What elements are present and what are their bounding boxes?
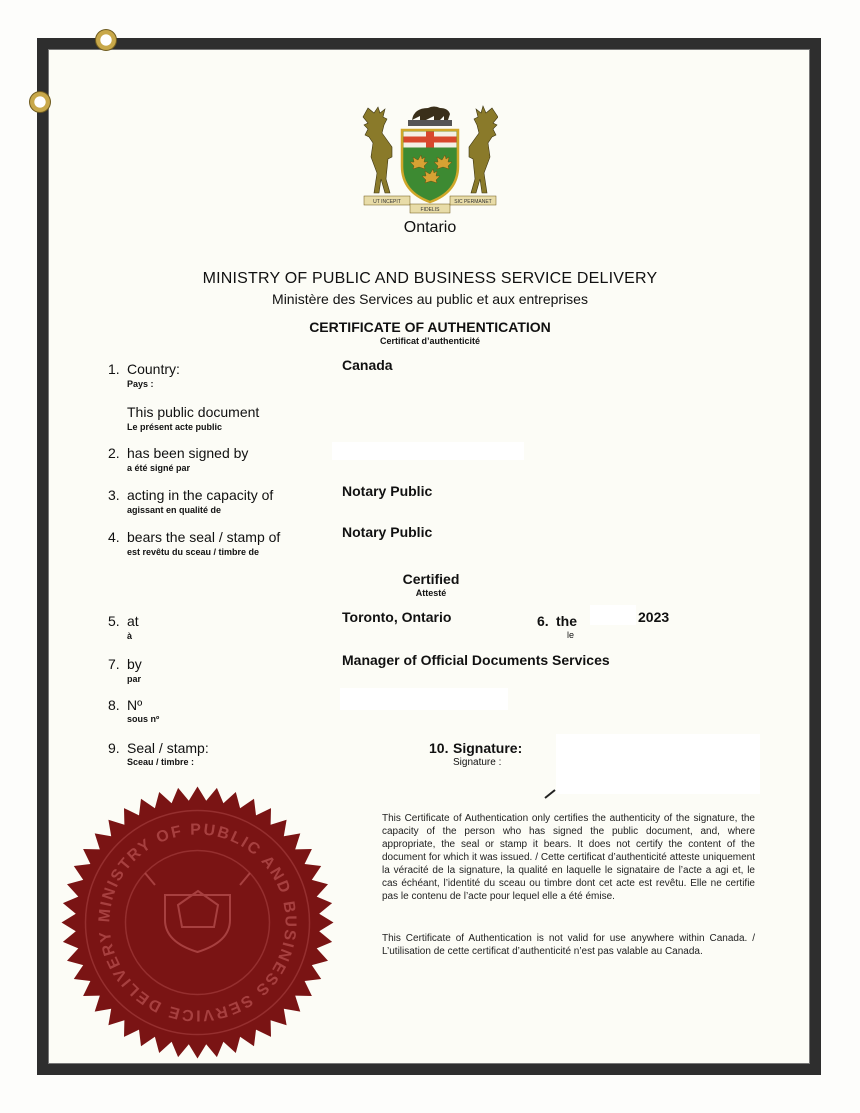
grommet-left (29, 91, 51, 113)
country-label: Country: (127, 361, 180, 377)
certified-heading-fr: Attesté (415, 588, 447, 598)
notice-paragraph-validity: This Certificate of Authentication is not valid for use anywhere within Canada. / L’utilisation de cette certificat d’authenticité n’est pas valable au Canada. (382, 933, 755, 957)
field-number: 1. (108, 361, 120, 377)
certified-heading: Certified (402, 571, 460, 587)
number-label-fr: sous nº (127, 714, 160, 724)
seal-of-label: bears the seal / stamp of (127, 529, 281, 545)
at-label-fr: à (127, 631, 133, 641)
seal-stamp-label: Seal / stamp: (127, 740, 209, 756)
date-label-fr: le (567, 630, 575, 640)
capacity-value: Notary Public (342, 483, 433, 499)
bear-crest (408, 107, 452, 127)
ontario-coat-of-arms (362, 102, 498, 217)
seal-of-label-fr: est revêtu du sceau / timbre de (127, 547, 260, 557)
field-number: 7. (108, 656, 120, 672)
deer-supporter-right (469, 106, 498, 193)
signed-by-label: has been signed by (127, 445, 249, 461)
ministry-name-en: MINISTRY OF PUBLIC AND BUSINESS SERVICE DELIVERY (202, 270, 658, 287)
capacity-label-fr: agissant en qualité de (127, 505, 222, 515)
signature-label-fr: Signature : (453, 757, 502, 768)
at-label: at (127, 613, 139, 629)
redacted-signer-name (332, 442, 524, 460)
field-number: 5. (108, 613, 120, 629)
date-year: 2023 (638, 609, 670, 625)
signature-label: Signature: (453, 740, 523, 756)
field-number: 10. (429, 740, 449, 756)
field-number: 3. (108, 487, 120, 503)
country-value: Canada (342, 357, 393, 373)
seal-stamp-label-fr: Sceau / timbre : (127, 757, 195, 767)
public-document-label: This public document (127, 404, 260, 420)
field-number: 6. (537, 613, 549, 629)
svg-text:FIDELIS: FIDELIS (420, 207, 440, 213)
certificate-title-fr: Certificat d’authenticité (379, 336, 480, 346)
embossed-seal (60, 785, 335, 1060)
crest-label: Ontario (403, 219, 457, 236)
grommet-top (95, 29, 117, 51)
number-label: Nº (127, 697, 143, 713)
moose-supporter-left (363, 107, 392, 193)
redacted-date (590, 605, 636, 625)
signature-stroke (543, 788, 557, 800)
country-label-fr: Pays : (127, 379, 154, 389)
date-label: the (556, 613, 577, 629)
notice-paragraph: This Certificate of Authentication only certifies the authenticity of the signature, the capacity of the person who has signed the public document, and, where appropriate, the seal or stamp it bears. It does not certify the content of the document for which it was issued. / Cette certificat d’authenticité atteste uniquement la véracité de la signature, la qualité en laquelle le signataire de l’acte a agi et, le cas échéant, l’identité du sceau ou timbre dont cet acte est revêtu. Elle ne certifie pas le contenu de l’acte pour lequel elle a été émise. (382, 813, 755, 902)
by-label-fr: par (127, 674, 142, 684)
by-value: Manager of Official Documents Services (342, 652, 610, 668)
public-document-label-fr: Le présent acte public (127, 422, 223, 432)
ministry-name-fr: Ministère des Services au public et aux entreprises (272, 291, 588, 307)
field-number: 9. (108, 740, 120, 756)
by-label: by (127, 656, 142, 672)
redacted-certificate-number (340, 688, 508, 710)
certificate-title-en: CERTIFICATE OF AUTHENTICATION (309, 319, 551, 335)
field-number: 8. (108, 697, 120, 713)
signed-by-label-fr: a été signé par (127, 463, 191, 473)
svg-text:UT INCEPIT: UT INCEPIT (373, 199, 401, 205)
field-number: 4. (108, 529, 120, 545)
at-value: Toronto, Ontario (342, 609, 452, 625)
seal-ring-text: MINISTRY OF PUBLIC AND BUSINESS SERVICE DELIVERY (96, 821, 299, 1024)
redacted-signature (556, 734, 760, 794)
svg-text:SIC PERMANET: SIC PERMANET (454, 199, 492, 205)
field-number: 2. (108, 445, 120, 461)
capacity-label: acting in the capacity of (127, 487, 274, 503)
seal-of-value: Notary Public (342, 524, 433, 540)
